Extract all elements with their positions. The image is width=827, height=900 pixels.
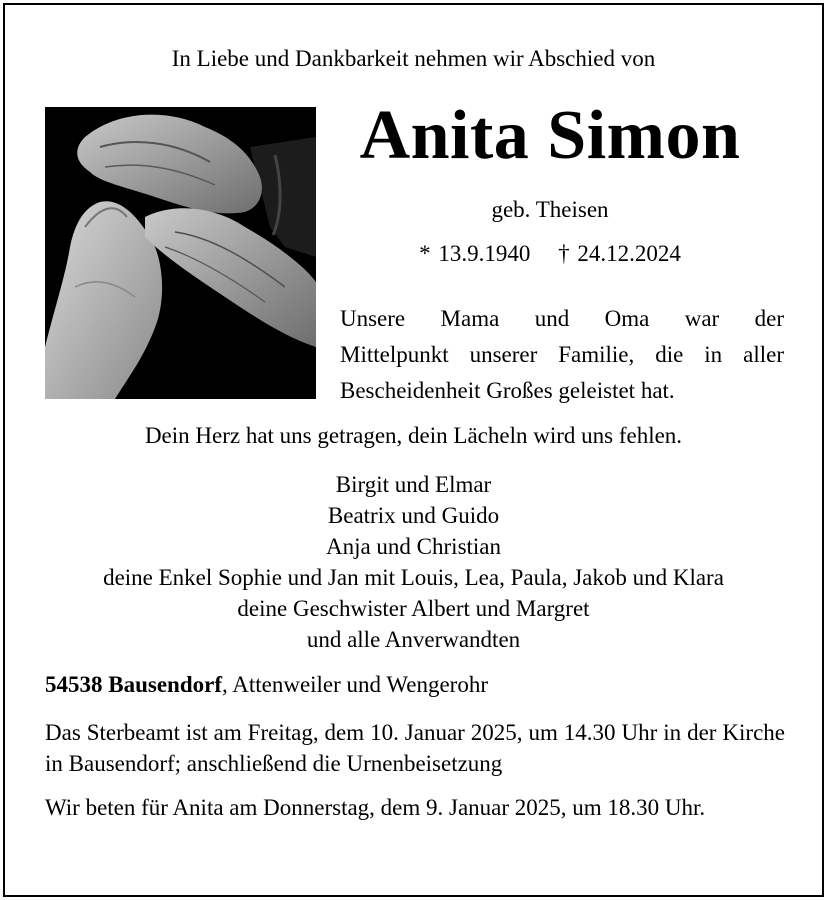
hands-photo	[45, 107, 316, 399]
place-line	[45, 672, 488, 698]
prayer-info: Wir beten für Anita am Donnerstag, dem 9. Januar 2025, um 18.30 Uhr.	[45, 795, 706, 820]
deceased-name: Anita Simon	[359, 97, 741, 174]
mourner-line: und alle Anverwandten	[306, 627, 521, 652]
mourner-line: deine Enkel Sophie und Jan mit Louis, Lea, Paula, Jakob und Klara	[103, 565, 724, 590]
death-date: † 24.12.2024	[558, 241, 681, 266]
mourner-line: Anja und Christian	[325, 534, 502, 559]
place-rest: , Attenweiler und Wengerohr	[222, 672, 488, 697]
tribute-text	[340, 301, 784, 409]
tribute-line: Unsere Mama und Oma war der	[340, 306, 784, 331]
maiden-name: geb. Theisen	[491, 197, 609, 222]
tribute-line: Mittelpunkt unserer Familie, die in aller	[340, 342, 784, 367]
mourner-line: Beatrix und Guido	[327, 503, 500, 528]
mourner-line: deine Geschwister Albert und Margret	[237, 596, 590, 621]
funeral-info: Das Sterbeamt ist am Freitag, dem 10. Januar 2025, um 14.30 Uhr in der Kirche in Bausendorf; anschließend die Urnenbeisetzung	[45, 720, 785, 776]
heart-line: Dein Herz hat uns getragen, dein Lächeln wird uns fehlen.	[144, 423, 683, 448]
intro-line: In Liebe und Dankbarkeit nehmen wir Abschied von	[171, 46, 656, 71]
tribute-line: Bescheidenheit Großes geleistet hat.	[340, 378, 675, 403]
life-dates	[316, 241, 784, 267]
mourner-line: Birgit und Elmar	[335, 472, 492, 497]
place-bold: 54538 Bausendorf	[45, 672, 222, 697]
mourners-list	[0, 469, 827, 655]
birth-date: * 13.9.1940	[419, 241, 531, 266]
